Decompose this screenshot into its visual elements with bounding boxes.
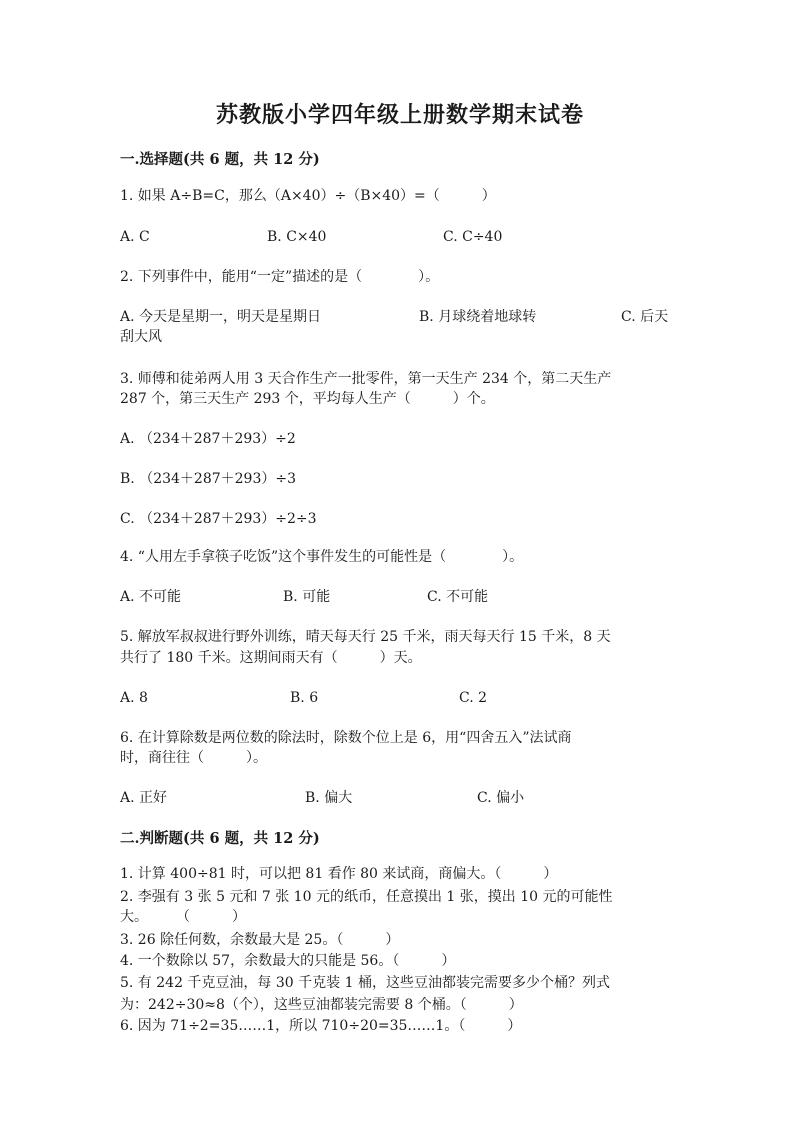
question-1-stem: 1. 如果 A÷B=C，那么（A×40）÷（B×40）=（ ） <box>120 188 496 204</box>
judgement-4: 4. 一个数除以 57，余数最大的只能是 56。（ ） <box>120 953 456 969</box>
judgement-5-line-1: 5. 有 242 千克豆油，每 30 千克装 1 桶，这些豆油都装完需要多少个桶？列式 <box>120 975 610 991</box>
question-2-option-b: B. 月球绕着地球转 <box>419 309 537 325</box>
question-1-option-c: C. C÷40 <box>443 229 503 245</box>
question-6-option-c: C. 偏小 <box>477 790 525 806</box>
question-6-option-a: A. 正好 <box>120 790 168 806</box>
question-4-option-b: B. 可能 <box>283 589 331 605</box>
judgement-3: 3. 26 除任何数，余数最大是 25。（ ） <box>120 932 400 948</box>
question-1-option-a: A. C <box>120 229 150 245</box>
exam-title: 苏教版小学四年级上册数学期末试卷 <box>215 102 584 128</box>
question-3-option-a: A. （234＋287＋293）÷2 <box>120 431 296 447</box>
question-5-option-a: A. 8 <box>120 690 148 706</box>
question-1-option-b: B. C×40 <box>267 229 327 245</box>
question-5-stem-line-2: 共行了 180 千米。这期间雨天有（ ）天。 <box>120 650 422 666</box>
question-6-stem-line-1: 6. 在计算除数是两位数的除法时，除数个位上是 6，用“四舍五入”法试商 <box>120 730 572 746</box>
question-4-option-a: A. 不可能 <box>120 589 182 605</box>
question-3-option-c: C. （234＋287＋293）÷2÷3 <box>120 511 317 527</box>
section-heading-multiple-choice: 一.选择题(共 6 题，共 12 分) <box>120 151 320 168</box>
judgement-5-line-2: 为：242÷30≈8（个），这些豆油都装完需要 8 个桶。（ ） <box>120 997 523 1013</box>
section-heading-true-false: 二.判断题(共 6 题，共 12 分) <box>120 830 320 847</box>
question-5-option-b: B. 6 <box>290 690 319 706</box>
question-3-option-b: B. （234＋287＋293）÷3 <box>120 471 296 487</box>
question-4-option-c: C. 不可能 <box>427 589 489 605</box>
judgement-1: 1. 计算 400÷81 时，可以把 81 看作 80 来试商，商偏大。（ ） <box>120 866 558 882</box>
question-2-option-a: A. 今天是星期一，明天是星期日 <box>120 309 322 325</box>
question-4-stem: 4. “人用左手拿筷子吃饭”这个事件发生的可能性是（ ）。 <box>120 549 524 565</box>
question-5-stem-line-1: 5. 解放军叔叔进行野外训练，晴天每天行 25 千米，雨天每天行 15 千米，8 天 <box>120 629 611 645</box>
question-3-stem-line-1: 3. 师傅和徒弟两人用 3 天合作生产一批零件，第一天生产 234 个，第二天生产 <box>120 371 612 387</box>
judgement-6: 6. 因为 71÷2=35……1，所以 710÷20=35……1。（ ） <box>120 1018 522 1034</box>
question-2-option-c-continued: 刮大风 <box>120 329 162 345</box>
question-2-option-c: C. 后天 <box>621 309 669 325</box>
question-2-stem: 2. 下列事件中，能用“一定”描述的是（ ）。 <box>120 269 440 285</box>
judgement-2-line-2: 大。 （ ） <box>120 909 246 925</box>
question-3-stem-line-2: 287 个，第三天生产 293 个，平均每人生产（ ）个。 <box>120 391 495 407</box>
question-6-option-b: B. 偏大 <box>305 790 353 806</box>
question-5-option-c: C. 2 <box>459 690 488 706</box>
judgement-2-line-1: 2. 李强有 3 张 5 元和 7 张 10 元的纸币，任意摸出 1 张，摸出 10 元的可能性 <box>120 889 613 905</box>
question-6-stem-line-2: 时，商往往（ ）。 <box>120 750 267 766</box>
